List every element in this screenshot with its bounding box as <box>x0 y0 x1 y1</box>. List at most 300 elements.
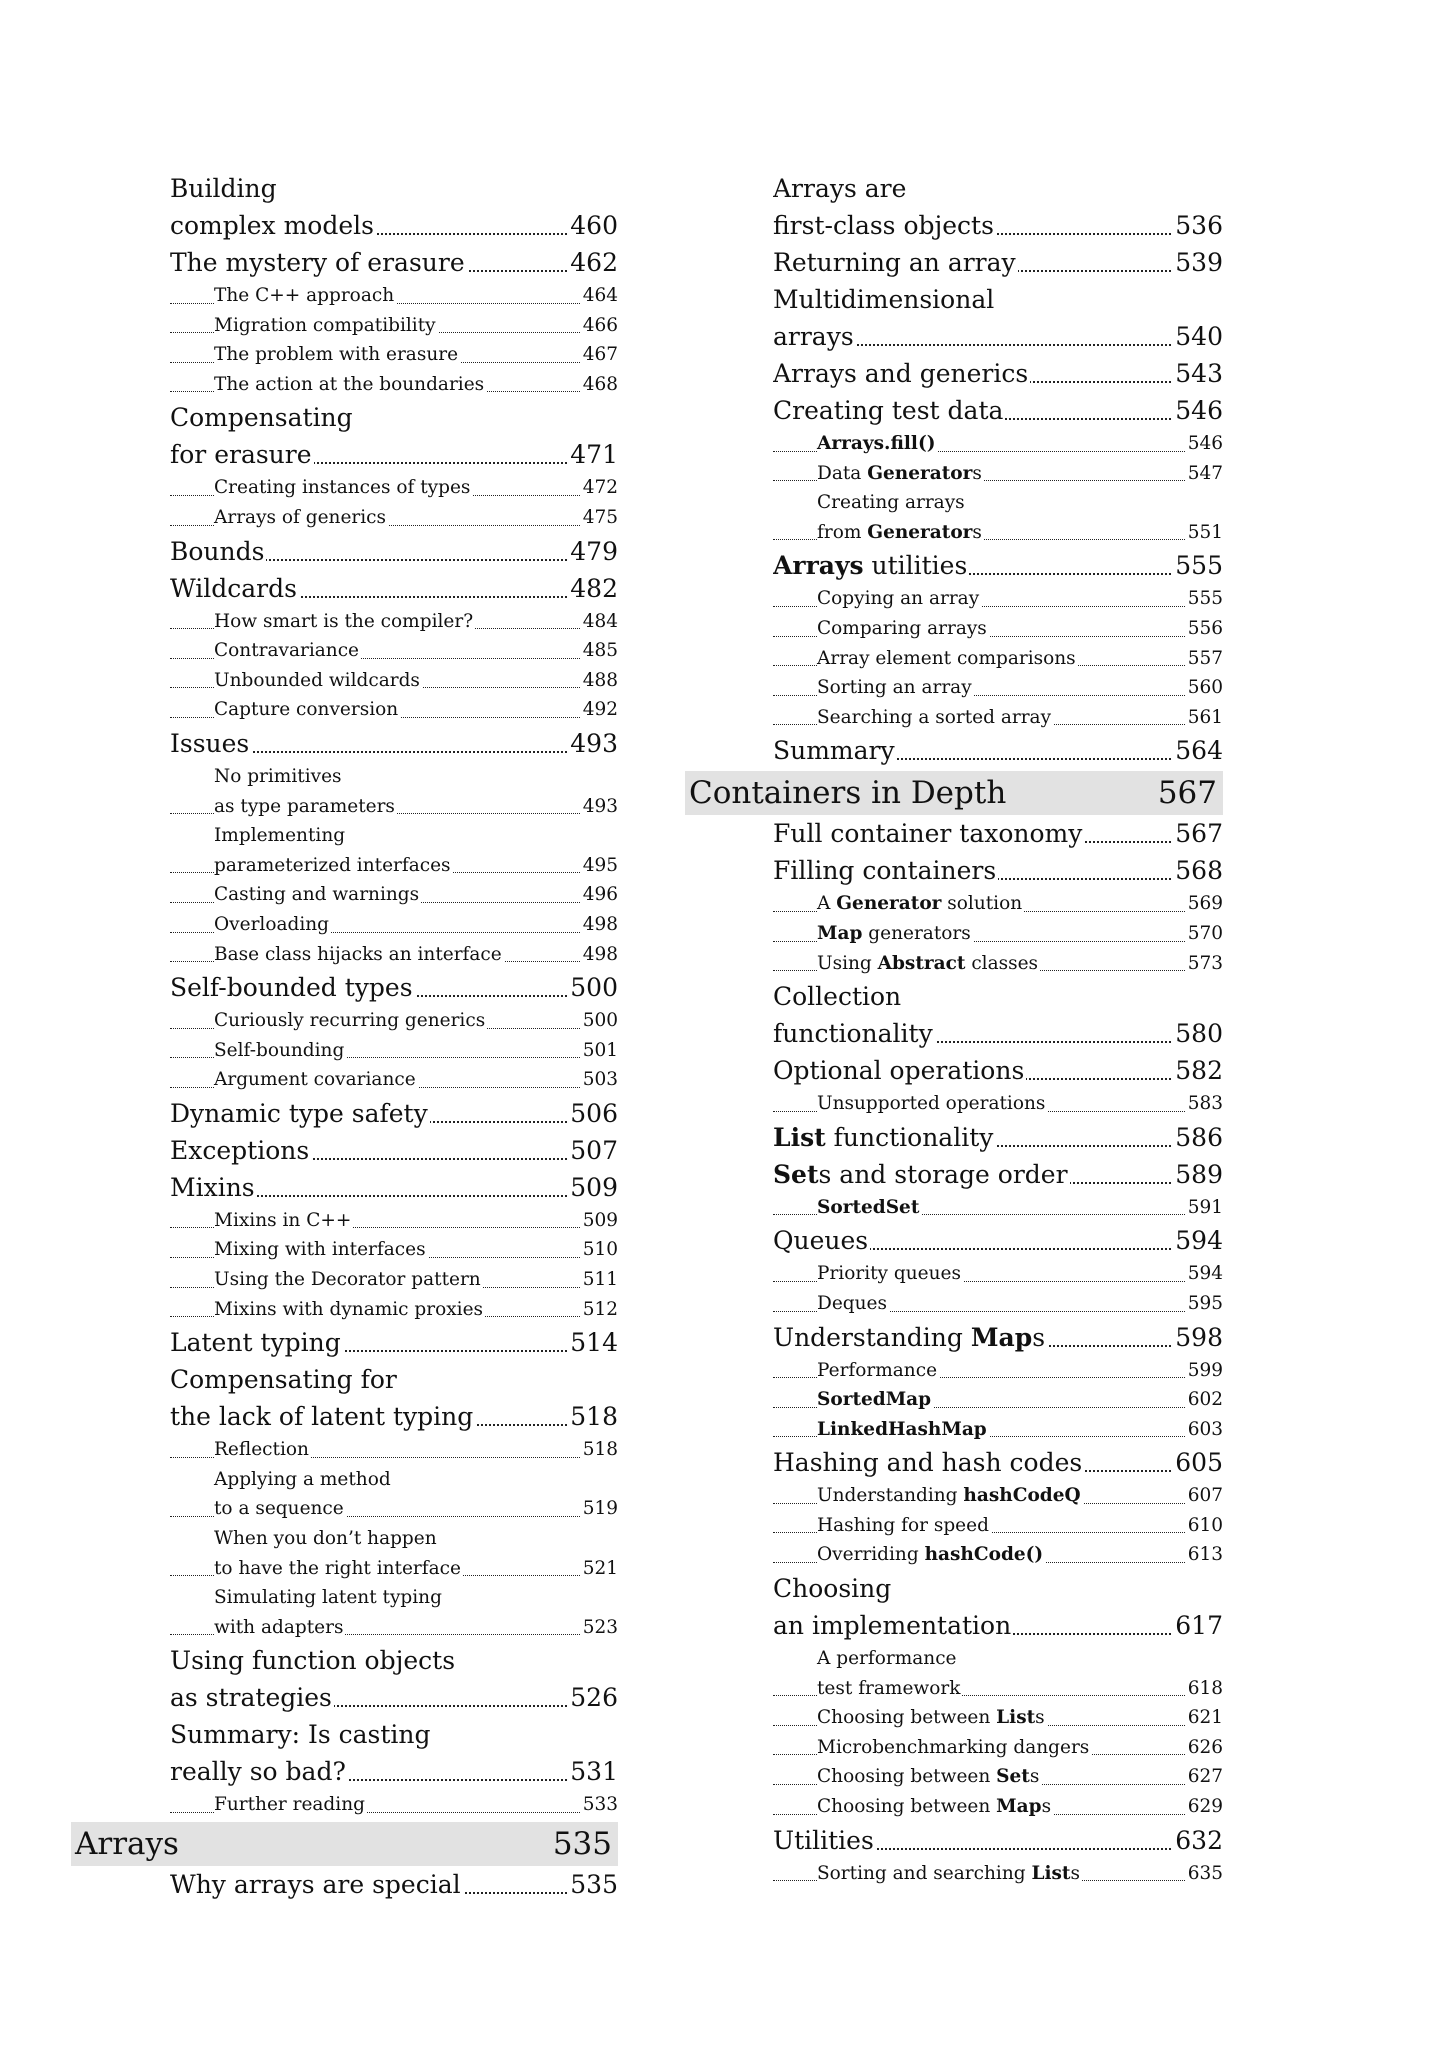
entry-text: Self-bounded types <box>170 973 413 1003</box>
entry-text: s <box>1070 1862 1080 1884</box>
toc-entry <box>170 399 618 436</box>
toc-entry-title <box>214 910 331 940</box>
toc-entry-title <box>817 1733 1091 1763</box>
entry-text: A performance <box>817 1648 957 1670</box>
code-term: Arrays <box>773 551 864 581</box>
entry-text: Data <box>817 462 868 484</box>
toc-entry <box>773 703 1223 733</box>
toc-entry-title <box>773 852 998 889</box>
toc-entry-title <box>817 1648 959 1669</box>
toc-entry-title <box>214 851 453 881</box>
page-number: 591 <box>1186 1193 1223 1223</box>
entry-text: Hashing and hash codes <box>773 1448 1083 1478</box>
toc-entry <box>170 370 618 400</box>
toc-entry <box>170 821 618 851</box>
entry-text: Searching a sorted array <box>817 706 1052 728</box>
entry-text: Queues <box>773 1226 869 1256</box>
entry-text: Hashing for speed <box>817 1514 989 1536</box>
entry-text: Returning an array <box>773 248 1016 277</box>
page-number: 495 <box>581 851 618 881</box>
toc-entry <box>773 1385 1223 1415</box>
toc-entry <box>170 1435 618 1465</box>
entry-text: Summary <box>773 736 895 766</box>
toc-entry <box>773 1733 1223 1763</box>
toc-entry <box>773 673 1223 703</box>
page-number: 621 <box>1186 1703 1223 1733</box>
toc-entry-title <box>214 825 347 846</box>
entry-text: functionality <box>773 1019 933 1049</box>
entry-text: Filling containers <box>773 856 997 886</box>
entry-text: Creating test data <box>773 396 1004 425</box>
entry-text: Curiously recurring generics <box>214 1010 486 1032</box>
entry-text: Choosing between <box>817 1707 997 1729</box>
toc-entry-title <box>214 1494 346 1524</box>
entry-text: Choosing between <box>817 1766 997 1788</box>
entry-text: Overloading <box>214 913 330 935</box>
toc-entry-title <box>214 1206 353 1236</box>
toc-entry <box>170 636 618 666</box>
toc-entry <box>773 1259 1223 1289</box>
page-number: 460 <box>568 207 618 244</box>
page-number: 567 <box>1173 815 1223 852</box>
entry-text: classes <box>965 952 1039 974</box>
toc-entry <box>773 732 1223 769</box>
toc-entry <box>773 614 1223 644</box>
entry-text: from <box>817 521 868 543</box>
page-number: 627 <box>1186 1762 1223 1792</box>
toc-entry <box>773 1644 1223 1674</box>
entry-text: Microbenchmarking dangers <box>817 1736 1090 1758</box>
toc-entry-title <box>170 1720 433 1749</box>
toc-entry-title <box>817 459 984 489</box>
toc-entry <box>773 1859 1223 1889</box>
page-number: 539 <box>1173 244 1223 281</box>
page-number: 509 <box>568 1169 618 1206</box>
toc-entry-title <box>170 1646 457 1675</box>
toc-entry <box>170 666 618 696</box>
toc-entry <box>170 207 618 244</box>
toc-entry-title <box>773 1822 876 1859</box>
toc-entry-title <box>170 1169 257 1206</box>
toc-entry-title <box>817 889 1024 919</box>
toc-entry-title <box>170 533 266 570</box>
toc-entry-title <box>170 1398 475 1435</box>
toc-entry-title <box>214 666 422 696</box>
page-number: 594 <box>1173 1222 1223 1259</box>
toc-entry-title <box>773 1222 870 1259</box>
toc-entry-title <box>170 1095 430 1132</box>
page-number: 580 <box>1173 1015 1223 1052</box>
page-number: 556 <box>1186 614 1223 644</box>
toc-entry <box>170 940 618 970</box>
code-term: hashCodeQ <box>963 1485 1081 1507</box>
toc-entry <box>170 607 618 637</box>
entry-text: Optional operations <box>773 1056 1025 1086</box>
toc-entry <box>170 311 618 341</box>
page-number: 514 <box>568 1324 618 1361</box>
page-number: 475 <box>581 503 618 533</box>
toc-entry <box>773 281 1223 318</box>
code-term: Generator <box>867 462 973 484</box>
toc-entry <box>170 695 618 725</box>
code-term: Map <box>817 922 863 944</box>
page-number: 583 <box>1186 1089 1223 1119</box>
toc-entry-title <box>214 1554 463 1584</box>
entry-text: Capture conversion <box>214 699 399 721</box>
page-number: 582 <box>1173 1052 1223 1089</box>
entry-text: Mixins in C++ <box>214 1209 352 1231</box>
entry-text: Building <box>170 174 277 203</box>
toc-entry <box>170 1095 618 1132</box>
page-number: 561 <box>1186 703 1223 733</box>
page-number: 500 <box>581 1006 618 1036</box>
page-number: 493 <box>581 792 618 822</box>
toc-entry-title <box>817 1259 963 1289</box>
toc-entry <box>773 815 1223 852</box>
toc-entry-title <box>773 318 856 355</box>
entry-text: Dynamic type safety <box>170 1098 428 1128</box>
entry-text: Arrays and generics <box>773 359 1029 388</box>
toc-entry-title <box>817 703 1053 733</box>
page-number: 518 <box>568 1398 618 1435</box>
page-number: 535 <box>568 1866 618 1903</box>
toc-entry-title <box>817 1674 962 1704</box>
toc-entry-title <box>214 766 344 787</box>
entry-text: Further reading <box>214 1794 365 1816</box>
entry-text: Collection <box>773 982 902 1012</box>
toc-entry-title <box>773 392 1005 429</box>
toc-entry-title <box>214 1065 418 1095</box>
entry-text: first-class objects <box>773 211 994 240</box>
toc-entry-title <box>214 1006 487 1036</box>
page-number: 511 <box>581 1265 618 1295</box>
toc-entry-title <box>817 1415 989 1445</box>
toc-entry <box>773 1607 1223 1644</box>
entry-text: utilities <box>863 551 968 581</box>
toc-entry-title <box>773 1319 1047 1356</box>
page-number: 560 <box>1186 673 1223 703</box>
page-number: 569 <box>1186 889 1223 919</box>
toc-entry <box>170 340 618 370</box>
toc-entry <box>170 436 618 473</box>
toc-entry <box>773 355 1223 392</box>
entry-text: Creating arrays <box>817 492 965 514</box>
code-term: SortedMap <box>817 1389 932 1411</box>
toc-entry-title <box>214 1295 485 1325</box>
toc-entry-title <box>817 919 973 949</box>
entry-text: Exceptions <box>170 1135 310 1165</box>
toc-entry-title <box>773 1052 1026 1089</box>
entry-text: for erasure <box>170 440 312 470</box>
entry-text: Sorting an array <box>817 677 972 699</box>
toc-entry-title <box>214 792 397 822</box>
code-term: Generator <box>867 521 973 543</box>
page-number: 607 <box>1186 1481 1223 1511</box>
page-number: 546 <box>1173 392 1223 429</box>
toc-entry <box>170 1790 618 1820</box>
entry-text: No primitives <box>214 765 342 787</box>
page-number: 498 <box>581 910 618 940</box>
entry-text: Simulating latent typing <box>214 1587 442 1609</box>
toc-entry-title <box>170 570 299 607</box>
page-number: 496 <box>581 880 618 910</box>
toc-entry <box>773 1119 1223 1156</box>
toc-entry-title <box>817 1193 921 1223</box>
toc-entry-title <box>214 1613 345 1643</box>
page-number: 617 <box>1173 1607 1223 1644</box>
entry-text: s <box>1032 1322 1046 1352</box>
entry-text: Self-bounding <box>214 1039 345 1061</box>
entry-text: Issues <box>170 728 250 758</box>
toc-entry-title <box>214 1435 311 1465</box>
page-number: 605 <box>1173 1444 1223 1481</box>
toc-entry-title <box>817 429 937 459</box>
toc-entry-title <box>817 614 989 644</box>
toc-entry-title <box>817 1289 889 1319</box>
toc-entry <box>773 1222 1223 1259</box>
page-number: 485 <box>581 636 618 666</box>
toc-entry-title <box>170 174 279 203</box>
code-term: LinkedHashMap <box>817 1418 987 1440</box>
entry-text: Performance <box>817 1359 938 1381</box>
toc-entry <box>773 1481 1223 1511</box>
toc-entry <box>170 1866 618 1903</box>
entry-text: Implementing <box>214 825 346 847</box>
entry-text: to have the right interface <box>214 1557 461 1579</box>
entry-text: Mixins with dynamic proxies <box>214 1298 484 1320</box>
page-number: 506 <box>568 1095 618 1132</box>
toc-entry <box>170 880 618 910</box>
page-number: 488 <box>581 666 618 696</box>
toc-entry-title <box>170 403 355 432</box>
toc-entry <box>170 1265 618 1295</box>
toc-entry-title <box>773 174 908 203</box>
toc-entry-title <box>817 949 1040 979</box>
entry-text: Compensating for <box>170 1365 397 1395</box>
toc-entry <box>170 1361 618 1398</box>
toc-entry-title <box>214 311 438 341</box>
toc-entry-title <box>817 492 967 513</box>
toc-entry <box>773 1193 1223 1223</box>
toc-entry-title <box>170 1365 399 1394</box>
entry-text: Mixing with interfaces <box>214 1239 426 1261</box>
toc-entry-title <box>214 695 400 725</box>
entry-text: parameterized interfaces <box>214 854 451 876</box>
toc-entry-title <box>773 1444 1084 1481</box>
toc-entry <box>773 584 1223 614</box>
page-number: 598 <box>1173 1319 1223 1356</box>
entry-text: as strategies <box>170 1683 332 1713</box>
toc-entry <box>170 1206 618 1236</box>
entry-text: s <box>1035 1707 1045 1729</box>
page-number: 603 <box>1186 1415 1223 1445</box>
page-number: 503 <box>581 1065 618 1095</box>
entry-text: Multidimensional <box>773 285 995 314</box>
page-number: 472 <box>581 473 618 503</box>
toc-entry <box>773 978 1223 1015</box>
toc-entry-title <box>170 1679 334 1716</box>
toc-entry <box>773 852 1223 889</box>
entry-text: How smart is the compiler? <box>214 610 474 632</box>
page-number: 557 <box>1186 644 1223 674</box>
page-number: 629 <box>1186 1792 1223 1822</box>
toc-entry <box>773 1156 1223 1193</box>
entry-text: Arrays <box>75 1826 179 1862</box>
page-number: 518 <box>581 1435 618 1465</box>
toc-entry <box>170 281 618 311</box>
toc-entry-title <box>773 1156 1070 1193</box>
toc-entry-title <box>214 1265 483 1295</box>
page-number: 500 <box>568 969 618 1006</box>
chapter-heading <box>71 1822 618 1866</box>
page-number: 535 <box>552 1826 612 1862</box>
entry-text: solution <box>941 893 1023 915</box>
toc-entry-title <box>817 1356 939 1386</box>
page-number: 531 <box>568 1753 618 1790</box>
code-term: SortedSet <box>817 1196 920 1218</box>
page-number: 464 <box>581 281 618 311</box>
entry-text: Base class hijacks an interface <box>214 943 502 965</box>
entry-text: Creating instances of types <box>214 477 471 499</box>
toc-entry-title <box>214 1469 393 1490</box>
toc-entry <box>773 170 1223 207</box>
toc-entry <box>170 725 618 762</box>
page-number: 484 <box>581 607 618 637</box>
code-term: List <box>996 1707 1036 1729</box>
entry-text: Compensating <box>170 403 353 433</box>
toc-entry <box>773 1822 1223 1859</box>
entry-text: Understanding <box>773 1322 971 1352</box>
toc-entry <box>170 1494 618 1524</box>
toc-entry-title <box>689 771 1008 815</box>
toc-entry <box>170 570 618 607</box>
page-number: 492 <box>581 695 618 725</box>
page-number: 586 <box>1173 1119 1223 1156</box>
page-number: 468 <box>581 370 618 400</box>
entry-text: The C++ approach <box>214 285 395 306</box>
toc-entry-title <box>170 1866 463 1903</box>
toc-entry <box>170 851 618 881</box>
toc-entry <box>170 1679 618 1716</box>
entry-text: test framework <box>817 1677 961 1699</box>
entry-text: Contravariance <box>214 640 360 662</box>
toc-column-right <box>689 170 1223 1888</box>
toc-entry-title <box>773 1574 893 1603</box>
entry-text: Arrays of generics <box>214 506 387 528</box>
toc-column-left <box>75 170 618 1903</box>
entry-text: A <box>817 893 837 915</box>
code-term: Arrays.fill() <box>817 433 936 454</box>
toc-entry-title <box>817 1792 1053 1822</box>
entry-text: Priority queues <box>817 1263 961 1285</box>
page-number: 555 <box>1186 584 1223 614</box>
toc-entry-title <box>773 244 1018 281</box>
page-number: 493 <box>568 725 618 762</box>
toc-entry-title <box>773 285 996 314</box>
page-number: 466 <box>581 311 618 341</box>
toc-entry <box>773 644 1223 674</box>
entry-text: Wildcards <box>170 573 297 603</box>
entry-text: an implementation <box>773 1611 1012 1641</box>
toc-entry-title <box>773 547 969 584</box>
page-number: 498 <box>581 940 618 970</box>
toc-entry <box>773 1762 1223 1792</box>
toc-entry-title <box>170 1132 311 1169</box>
code-term: Set <box>996 1766 1030 1788</box>
toc-entry-title <box>773 815 1084 852</box>
entry-text: Latent typing <box>170 1328 341 1358</box>
toc-entry <box>773 207 1223 244</box>
code-term: List <box>1031 1862 1071 1884</box>
toc-entry-title <box>817 644 1078 674</box>
page-number: 602 <box>1186 1385 1223 1415</box>
page-number: 526 <box>568 1679 618 1716</box>
entry-text: arrays <box>773 322 854 351</box>
page-number: 510 <box>581 1235 618 1265</box>
toc-entry-title <box>214 940 504 970</box>
page-number: 610 <box>1186 1511 1223 1541</box>
page-number: 462 <box>568 244 618 281</box>
toc-entry-title <box>214 1790 367 1820</box>
page-number: 618 <box>1186 1674 1223 1704</box>
toc-entry <box>773 1444 1223 1481</box>
toc-entry-title <box>214 281 396 311</box>
entry-text: Overriding <box>817 1544 925 1566</box>
toc-entry-title <box>214 880 421 910</box>
entry-text: Understanding <box>817 1485 964 1507</box>
entry-text: When you don’t happen <box>214 1528 437 1550</box>
page-number: 567 <box>1157 775 1217 812</box>
toc-entry-title <box>817 1481 1083 1511</box>
toc-entry <box>170 1006 618 1036</box>
code-term: Map <box>996 1796 1042 1818</box>
toc-entry-title <box>773 207 996 244</box>
page-number: 501 <box>581 1036 618 1066</box>
entry-text: Utilities <box>773 1825 874 1855</box>
page-number: 471 <box>568 436 618 473</box>
toc-entry <box>170 244 618 281</box>
page-number: 546 <box>1186 429 1223 459</box>
page-number: 564 <box>1173 732 1223 769</box>
toc-entry-title <box>773 355 1030 392</box>
entry-text: s <box>1041 1796 1052 1818</box>
entry-text: Summary: Is casting <box>170 1720 431 1750</box>
toc-entry-title <box>214 1036 346 1066</box>
page-number: 540 <box>1173 318 1223 355</box>
entry-text: with adapters <box>214 1616 344 1638</box>
entry-text: Bounds <box>170 536 265 566</box>
toc-entry-title <box>817 1540 1045 1570</box>
toc-entry <box>170 503 618 533</box>
page-number: 573 <box>1186 949 1223 979</box>
toc-entry <box>170 1524 618 1554</box>
entry-text: Using function objects <box>170 1646 456 1676</box>
entry-text: Sorting and searching <box>817 1862 1032 1884</box>
page-number: 626 <box>1186 1733 1223 1763</box>
toc-entry-title <box>817 584 981 614</box>
page-number: 523 <box>581 1613 618 1643</box>
entry-text: Unsupported operations <box>817 1093 1046 1115</box>
page-number: 568 <box>1173 852 1223 889</box>
toc-entry-title <box>170 969 415 1006</box>
toc-entry <box>170 969 618 1006</box>
toc-entry <box>773 1511 1223 1541</box>
page-number: 543 <box>1173 355 1223 392</box>
toc-entry <box>170 1398 618 1435</box>
code-term: Set <box>773 1159 819 1189</box>
toc-entry-title <box>817 1859 1082 1889</box>
page-number: 594 <box>1186 1259 1223 1289</box>
